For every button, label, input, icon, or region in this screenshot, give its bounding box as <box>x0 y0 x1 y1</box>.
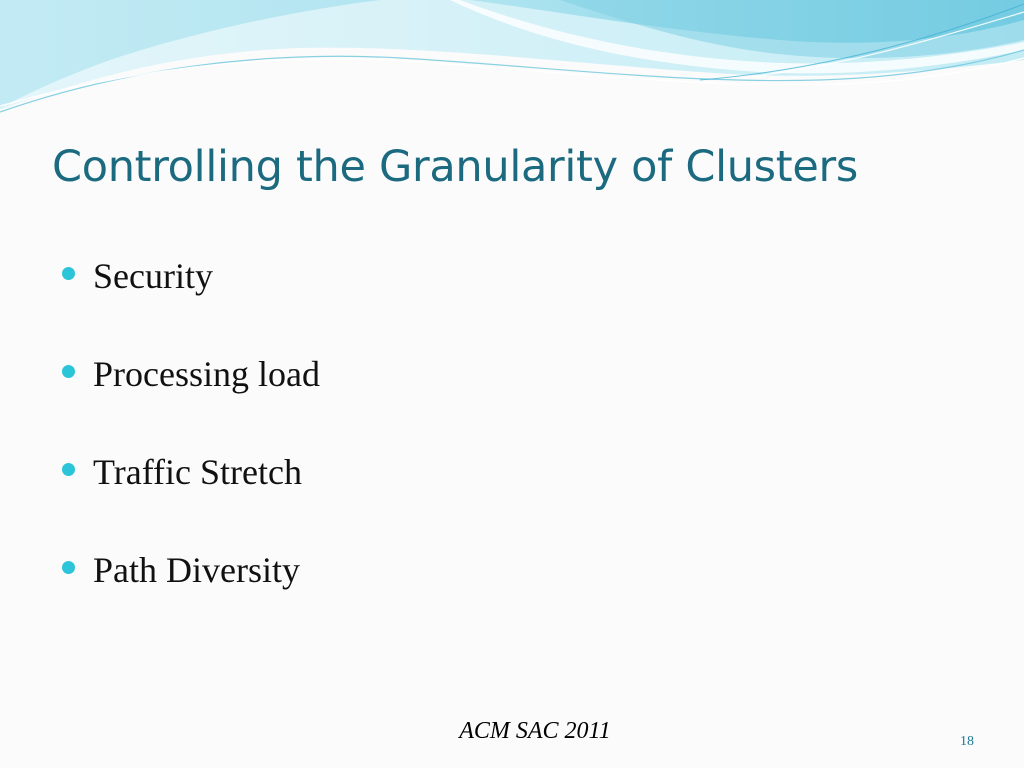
slide-title: Controlling the Granularity of Clusters <box>52 142 858 192</box>
bullet-item <box>62 448 320 546</box>
bullet-list <box>62 252 320 644</box>
bullet-text: Traffic Stretch <box>93 452 302 492</box>
footer-text: ACM SAC 2011 <box>459 718 611 744</box>
bullet-item <box>62 546 320 644</box>
bullet-dot-icon <box>62 267 75 280</box>
bullet-dot-icon <box>62 463 75 476</box>
bullet-item <box>62 252 320 350</box>
header-wave-decoration <box>0 0 1024 130</box>
bullet-text: Path Diversity <box>93 550 300 590</box>
bullet-text: Security <box>93 256 213 296</box>
page-number: 18 <box>960 734 974 749</box>
bullet-dot-icon <box>62 561 75 574</box>
bullet-text: Processing load <box>93 354 320 394</box>
bullet-item <box>62 350 320 448</box>
bullet-dot-icon <box>62 365 75 378</box>
